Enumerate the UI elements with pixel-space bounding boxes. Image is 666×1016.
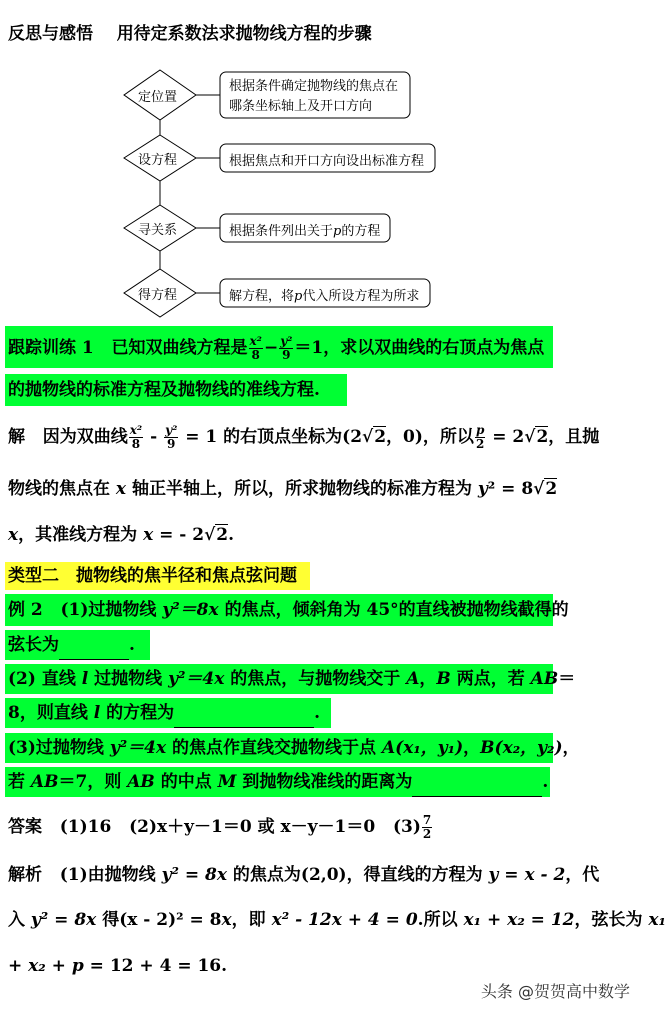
analysis-line-3: + x₂ + p = 12 + 4 = 16. bbox=[8, 956, 228, 976]
watermark: 头条 @贺贺高中数学 bbox=[480, 982, 630, 1001]
blank-2[interactable] bbox=[174, 709, 314, 728]
step-2-desc: 根据焦点和开口方向设出标准方程 bbox=[229, 154, 425, 169]
exercise-title: 跟踪训练 1 bbox=[8, 338, 94, 358]
type2-title: 类型二 抛物线的焦半径和焦点弦问题 bbox=[8, 566, 297, 586]
step-1-label: 定位置 bbox=[138, 90, 178, 105]
solution-line-2: 物线的焦点在 x 轴正半轴上，所以，所求抛物线的标准方程为 y² = 8√2 bbox=[8, 479, 558, 499]
step-2-label: 设方程 bbox=[138, 153, 178, 168]
step-4-label: 得方程 bbox=[138, 288, 178, 303]
solution-label: 解 bbox=[8, 427, 25, 447]
solution-line-3: x，其准线方程为 x = - 2√2. bbox=[8, 525, 235, 545]
step-1-desc-line2: 哪条坐标轴上及开口方向 bbox=[229, 99, 373, 114]
analysis-label: 解析 bbox=[8, 865, 42, 885]
example-q1-line-1: 例 2 (1)过抛物线 y²＝8x 的焦点，倾斜角为 45°的直线被抛物线截得的 bbox=[8, 600, 569, 620]
heading bbox=[8, 19, 372, 49]
answer-label: 答案 bbox=[8, 817, 42, 837]
answer-line: 答案 (1)16 (2)x＋y－1＝0 或 x－y－1＝0 (3) $\frac{7}{2}$ bbox=[8, 813, 432, 841]
step-3-label: 寻关系 bbox=[138, 223, 178, 238]
example-q3-line-1: (3)过抛物线 y²＝4x 的焦点作直线交抛物线于点 A(x₁，y₁)，B(x₂，y₂)， bbox=[8, 738, 580, 758]
blank-3[interactable] bbox=[412, 778, 542, 797]
example-q2-line-2: 8，则直线 l 的方程为 . bbox=[8, 698, 320, 728]
exercise-line-1: 跟踪训练 1 已知双曲线方程是 $\frac{\text{x²}}{8}$ − $\frac{\text{y²}}{9}$ ＝1，求以双曲线的右顶点为焦点 bbox=[8, 334, 545, 362]
analysis-line-1: 解析 (1)由抛物线 y² = 8x 的焦点为(2,0)，得直线的方程为 y = x - 2，代 bbox=[8, 865, 600, 885]
blank-1[interactable] bbox=[59, 641, 129, 660]
heading-part2: 用待定系数法求抛物线方程的步骤 bbox=[116, 24, 372, 44]
heading-part1: 反思与感悟 bbox=[8, 24, 93, 44]
example-q2-line-1: (2) 直线 l 过抛物线 y²＝4x 的焦点，与抛物线交于 A，B 两点，若 AB＝ bbox=[8, 669, 576, 689]
analysis-line-2: 入 y² = 8x 得(x - 2)² = 8x，即 x² - 12x + 4 = 0.所以 x₁ + x₂ = 12，弦长为 x₁ bbox=[8, 910, 666, 930]
solution-line-1: 解 因为双曲线 $\frac{\text{x²}}{8}$ - $\frac{\text{y²}}{9}$ = 1 的右顶点坐标为(2√2，0)，所以 $\frac{p}{2}$ = 2√2，且抛 bbox=[8, 423, 600, 451]
exercise-line-2: 的抛物线的标准方程及抛物线的准线方程. bbox=[8, 380, 320, 400]
step-3-desc: 根据条件列出关于p的方程 bbox=[229, 224, 381, 239]
example-q3-line-2: 若 AB＝7，则 AB 的中点 M 到抛物线准线的距离为 . bbox=[8, 767, 548, 797]
step-1-desc-line1: 根据条件确定抛物线的焦点在 bbox=[229, 79, 399, 94]
example-label: 例 2 bbox=[8, 600, 43, 620]
step-4-desc: 解方程，将p代入所设方程为所求 bbox=[229, 289, 420, 304]
example-q1-line-2: 弦长为 . bbox=[8, 630, 135, 660]
